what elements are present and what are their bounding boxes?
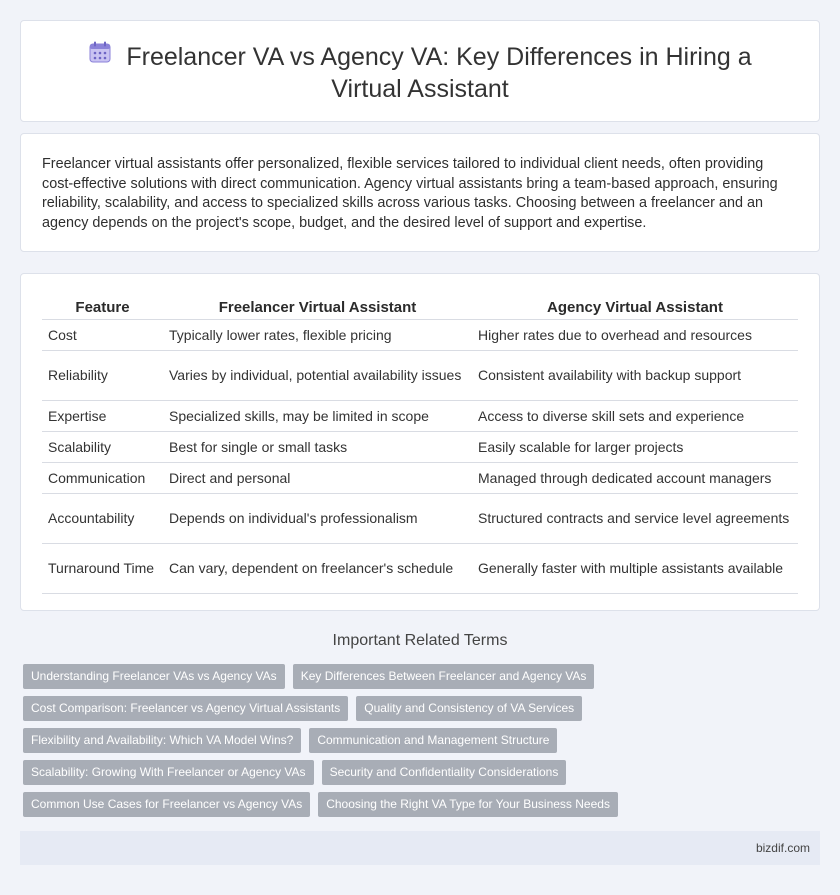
table-cell-freelancer: Typically lower rates, flexible pricing bbox=[163, 319, 472, 350]
page-title: Freelancer VA vs Agency VA: Key Differences in Hiring a Virtual Assistant bbox=[126, 43, 752, 104]
related-terms-heading: Important Related Terms bbox=[332, 632, 508, 649]
footer-site-link[interactable]: bizdif.com bbox=[755, 841, 810, 855]
table-row bbox=[42, 493, 798, 543]
table-cell-freelancer: Specialized skills, may be limited in scope bbox=[163, 400, 472, 431]
table-row bbox=[42, 350, 798, 400]
related-term-tag[interactable]: Key Differences Between Freelancer and Agency VAs bbox=[293, 664, 595, 689]
table-row bbox=[42, 400, 798, 431]
table-cell-feature: Cost bbox=[42, 319, 163, 350]
table-cell-agency: Access to diverse skill sets and experience bbox=[472, 400, 798, 431]
comparison-table-card bbox=[20, 273, 820, 611]
related-terms-list bbox=[23, 664, 803, 824]
column-header-freelancer: Freelancer Virtual Assistant bbox=[163, 296, 472, 319]
related-term-tag[interactable]: Quality and Consistency of VA Services bbox=[356, 696, 582, 721]
related-term-tag[interactable]: Cost Comparison: Freelancer vs Agency Virtual Assistants bbox=[23, 696, 348, 721]
table-cell-agency: Higher rates due to overhead and resources bbox=[472, 319, 798, 350]
table-cell-agency: Structured contracts and service level agreements bbox=[472, 493, 798, 543]
table-row bbox=[42, 319, 798, 350]
table-cell-freelancer: Varies by individual, potential availability issues bbox=[163, 350, 472, 400]
table-cell-freelancer: Can vary, dependent on freelancer's schedule bbox=[163, 543, 472, 593]
summary-paragraph: Freelancer virtual assistants offer personalized, flexible services tailored to individual client needs, often providing cost-effective solutions with direct communication. Agency virtual assistants bring a team-based approach, ensuring reliability, scalability, and access to specialized skills across various tasks. Choosing between a freelancer and an agency depends on the project's scope, budget, and the desired level of support and expertise. bbox=[42, 156, 778, 231]
related-term-tag[interactable]: Choosing the Right VA Type for Your Business Needs bbox=[318, 792, 618, 817]
table-cell-feature: Turnaround Time bbox=[42, 543, 163, 593]
table-cell-agency: Consistent availability with backup support bbox=[472, 350, 798, 400]
table-row bbox=[42, 462, 798, 493]
table-cell-freelancer: Direct and personal bbox=[163, 462, 472, 493]
table-cell-feature: Accountability bbox=[42, 493, 163, 543]
table-row bbox=[42, 431, 798, 462]
related-term-tag[interactable]: Common Use Cases for Freelancer vs Agency VAs bbox=[23, 792, 310, 817]
table-row bbox=[42, 543, 798, 593]
table-cell-agency: Generally faster with multiple assistants available bbox=[472, 543, 798, 593]
column-header-feature: Feature bbox=[42, 296, 163, 319]
related-term-tag[interactable]: Understanding Freelancer VAs vs Agency VAs bbox=[23, 664, 285, 689]
table-cell-feature: Expertise bbox=[42, 400, 163, 431]
comparison-table bbox=[42, 296, 798, 594]
title-row bbox=[61, 43, 779, 104]
column-header-agency: Agency Virtual Assistant bbox=[472, 296, 798, 319]
calendar-icon bbox=[88, 40, 112, 69]
table-cell-agency: Managed through dedicated account managers bbox=[472, 462, 798, 493]
table-cell-feature: Communication bbox=[42, 462, 163, 493]
header-card bbox=[20, 20, 820, 122]
related-term-tag[interactable]: Scalability: Growing With Freelancer or Agency VAs bbox=[23, 760, 314, 785]
footer-bar bbox=[20, 831, 820, 865]
related-term-tag[interactable]: Flexibility and Availability: Which VA Model Wins? bbox=[23, 728, 301, 753]
related-term-tag[interactable]: Communication and Management Structure bbox=[309, 728, 557, 753]
table-cell-freelancer: Depends on individual's professionalism bbox=[163, 493, 472, 543]
table-header-row bbox=[42, 296, 798, 319]
table-cell-feature: Reliability bbox=[42, 350, 163, 400]
table-cell-freelancer: Best for single or small tasks bbox=[163, 431, 472, 462]
summary-card bbox=[20, 133, 820, 252]
related-term-tag[interactable]: Security and Confidentiality Considerations bbox=[322, 760, 567, 785]
table-cell-agency: Easily scalable for larger projects bbox=[472, 431, 798, 462]
table-cell-feature: Scalability bbox=[42, 431, 163, 462]
